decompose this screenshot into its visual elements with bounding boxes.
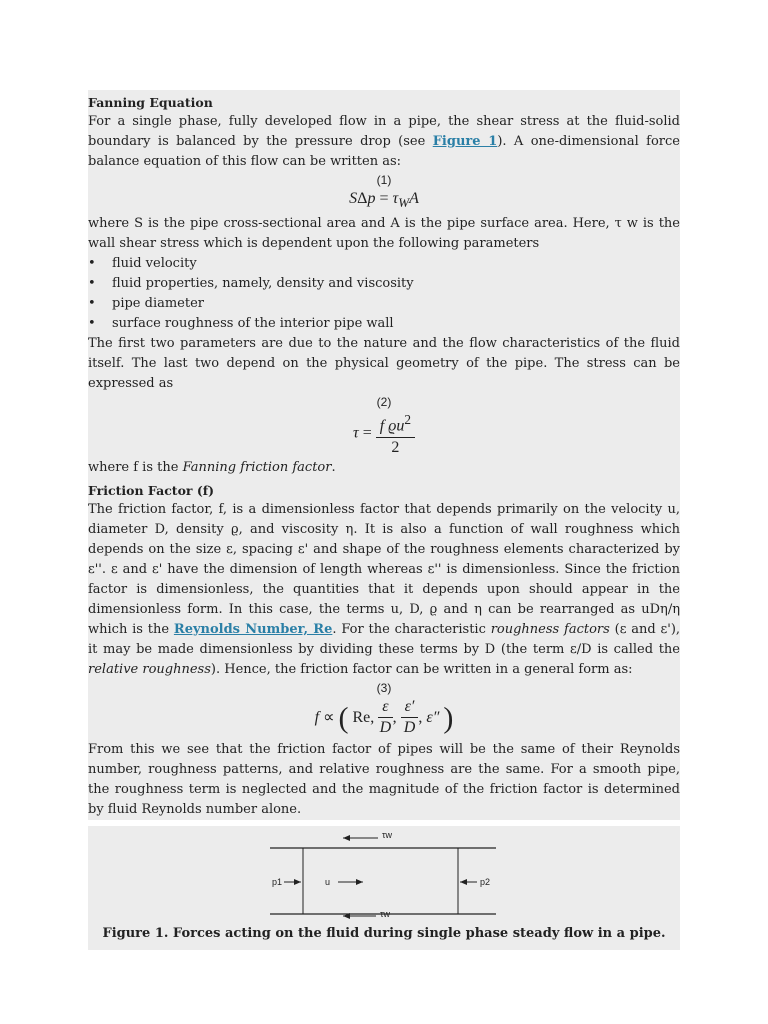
- paragraph-2: The first two parameters are due to the nature and the flow characteristics of the fluid itself. The last two depend on the physical geometry of the pipe. The stress can be expressed as: [88, 336, 680, 392]
- paragraph-3: The friction factor, f, is a dimensionless factor that depends primarily on the velocity u, diameter D, density ϱ, and viscosity η. It is also a function of wall roughness which depends on the size ε, spacing ε' and shape of the roughness elements characterized by ε''. ε and ε' have the dimension of length whereas ε'' is dimensionless. Since the friction factor is dimensionless, the quantities that it depends upon should appear in the dimensionless form. In this case, the terms u, D, ϱ and η can be rearranged as uDη/η which is the Reynolds Number, Re. For the characteristic roughness factors (ε and ε'), it may be made dimensionless by dividing these terms by D (the term ε/D is called the relative roughness). Hence, the friction factor can be written in a general form as:: [88, 501, 681, 677]
- where-paragraph-1: where S is the pipe cross-sectional area and A is the pipe surface area. Here, τ w is the wall shear stress which is dependent upon the following parameters: [88, 216, 680, 252]
- list-item: • surface roughness of the interior pipe wall: [88, 314, 680, 334]
- paragraph-4: From this we see that the friction factor of pipes will be the same of their Reynolds number, roughness patterns, and relative roughness are the same. For a smooth pipe, the roughness term is neglected and the magnitude of the friction factor is determined by fluid Reynolds number alone.: [88, 741, 680, 817]
- reynolds-number-link[interactable]: Reynolds Number, Re: [173, 621, 333, 637]
- equation-2-label: (2): [376, 395, 392, 410]
- document-page: [88, 90, 680, 950]
- equation-3: f ∝ ( Re, $\frac{\varepsilon}{D}$ , $\frac{\varepsilon'}{D}$ , ε″ ): [314, 698, 454, 737]
- figure-caption: Figure 1. Forces acting on the fluid during single phase steady flow in a pipe.: [102, 925, 666, 941]
- equation-1-label: (1): [376, 173, 392, 187]
- intro-paragraph: For a single phase, fully developed flow in a pipe, the shear stress at the fluid-solid boundary is balanced by the pressure drop (see Figure 1). A one-dimensional force balance equation of this flow can be written as:: [88, 114, 681, 169]
- tau-bottom-label: τw: [380, 908, 391, 919]
- equation-3-label: (3): [376, 680, 392, 695]
- parameter-list: [88, 254, 680, 334]
- velocity-arrow: [356, 879, 363, 885]
- p2-arrow: [460, 879, 467, 885]
- list-item: • pipe diameter: [88, 294, 680, 314]
- figure-1-link[interactable]: Figure 1: [432, 134, 498, 149]
- equation-2: τ = $\frac{f ϱu^2}{2}$: [88, 410, 680, 457]
- p2-label: p2: [480, 876, 491, 887]
- where-paragraph-2: where f is the Fanning friction factor.: [88, 459, 336, 475]
- heading-fanning-equation: Fanning Equation: [88, 95, 213, 110]
- list-item: • fluid velocity: [88, 254, 680, 274]
- content-block: [88, 90, 680, 820]
- pipe-force-diagram: [88, 826, 680, 920]
- velocity-label: u: [325, 876, 331, 887]
- list-item: • fluid properties, namely, density and viscosity: [88, 274, 680, 294]
- equation-1: $S\Delta p = \tau_WA$: [349, 190, 419, 211]
- figure-1: [88, 826, 680, 950]
- tau-top-label: τw: [382, 829, 393, 840]
- heading-friction-factor: Friction Factor (f): [88, 482, 215, 498]
- p1-label: p1: [272, 876, 283, 887]
- p1-arrow: [294, 879, 301, 885]
